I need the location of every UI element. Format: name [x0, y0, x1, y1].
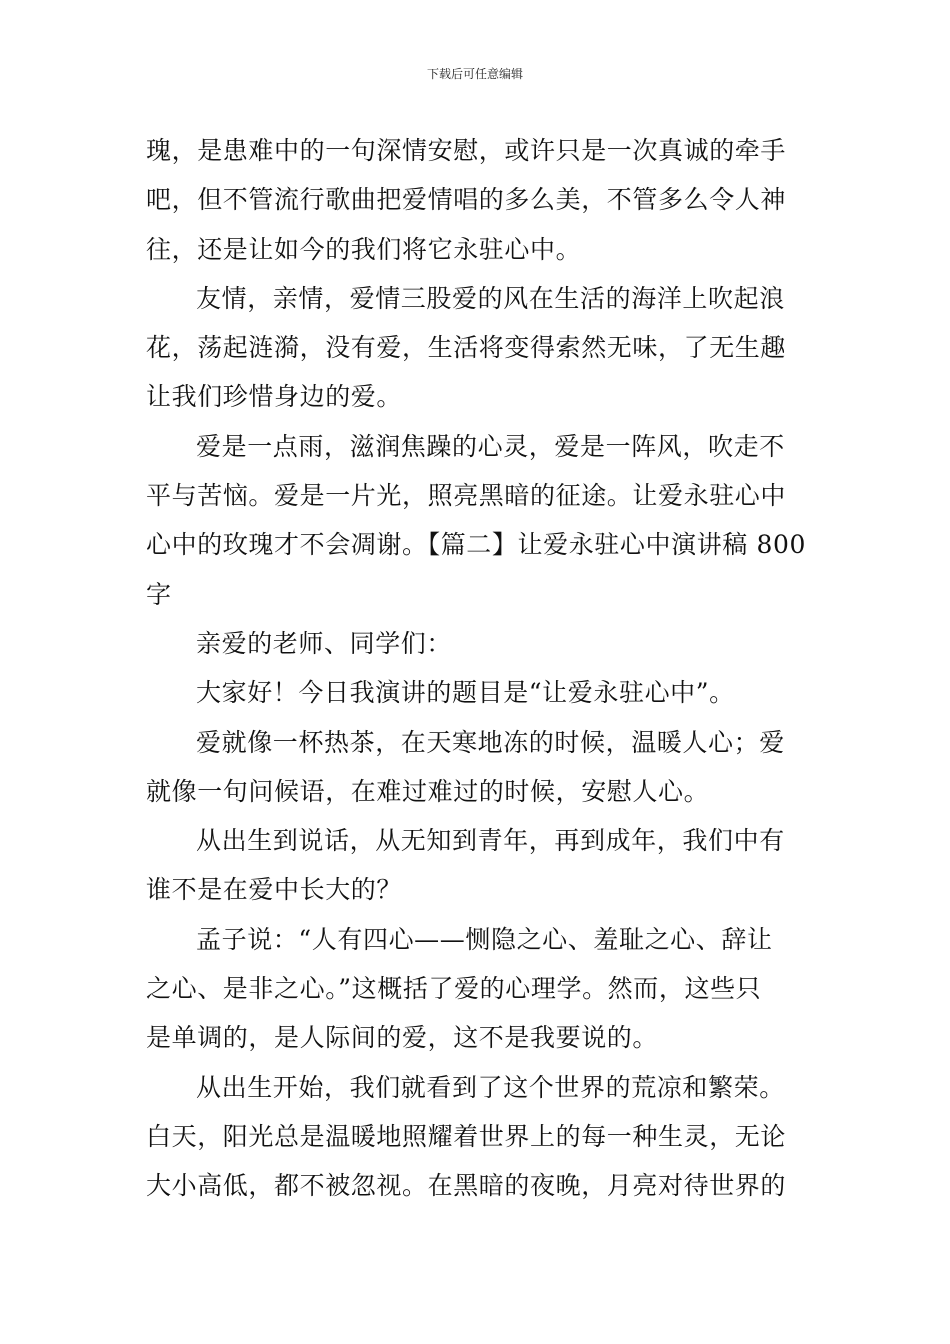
text-line: 心中的玫瑰才不会凋谢。【篇二】让爱永驻心中演讲稿 800 [146, 530, 806, 560]
text-line: 大小高低，都不被忽视。在黑暗的夜晚，月亮对待世界的 [146, 1171, 787, 1201]
text-line: 让我们珍惜身边的爱。 [146, 382, 403, 412]
text-line: 往，还是让如今的我们将它永驻心中。 [146, 234, 582, 264]
text-line: 平与苦恼。爱是一片光，照亮黑暗的征途。让爱永驻心中 [146, 481, 787, 511]
text-line: 孟子说：“人有四心——恻隐之心、羞耻之心、辞让 [196, 924, 773, 954]
text-line: 友情，亲情，爱情三股爱的风在生活的海洋上吹起浪 [196, 283, 785, 313]
text-line: 白天，阳光总是温暖地照耀着世界上的每一种生灵，无论 [146, 1121, 787, 1151]
text-line: 就像一句问候语，在难过难过的时候，安慰人心。 [146, 776, 710, 806]
document-body [146, 126, 810, 1211]
text-line: 字 [146, 579, 172, 609]
text-line: 大家好！今日我演讲的题目是“让爱永驻心中”。 [196, 678, 735, 708]
text-line: 谁不是在爱中长大的？ [146, 875, 403, 905]
text-line: 是单调的，是人际间的爱，这不是我要说的。 [146, 1023, 659, 1053]
text-line: 爱是一点雨，滋润焦躁的心灵，爱是一阵风，吹走不 [196, 431, 785, 461]
text-line: 从出生开始，我们就看到了这个世界的荒凉和繁荣。 [196, 1072, 785, 1102]
text-line: 吧，但不管流行歌曲把爱情唱的多么美，不管多么令人神 [146, 185, 787, 215]
text-line: 花，荡起涟漪，没有爱，生活将变得索然无味，了无生趣 [146, 333, 787, 363]
text-line: 爱就像一杯热茶，在天寒地冻的时候，温暖人心；爱 [196, 727, 785, 757]
text-line: 之心、是非之心。”这概括了爱的心理学。然而，这些只 [146, 974, 762, 1004]
text-line: 亲爱的老师、同学们： [196, 628, 453, 658]
text-line: 瑰，是患难中的一句深情安慰，或许只是一次真诚的牵手 [146, 136, 787, 165]
page-header: 下载后可任意编辑 [426, 67, 523, 81]
text-line: 从出生到说话，从无知到青年，再到成年，我们中有 [196, 826, 785, 856]
